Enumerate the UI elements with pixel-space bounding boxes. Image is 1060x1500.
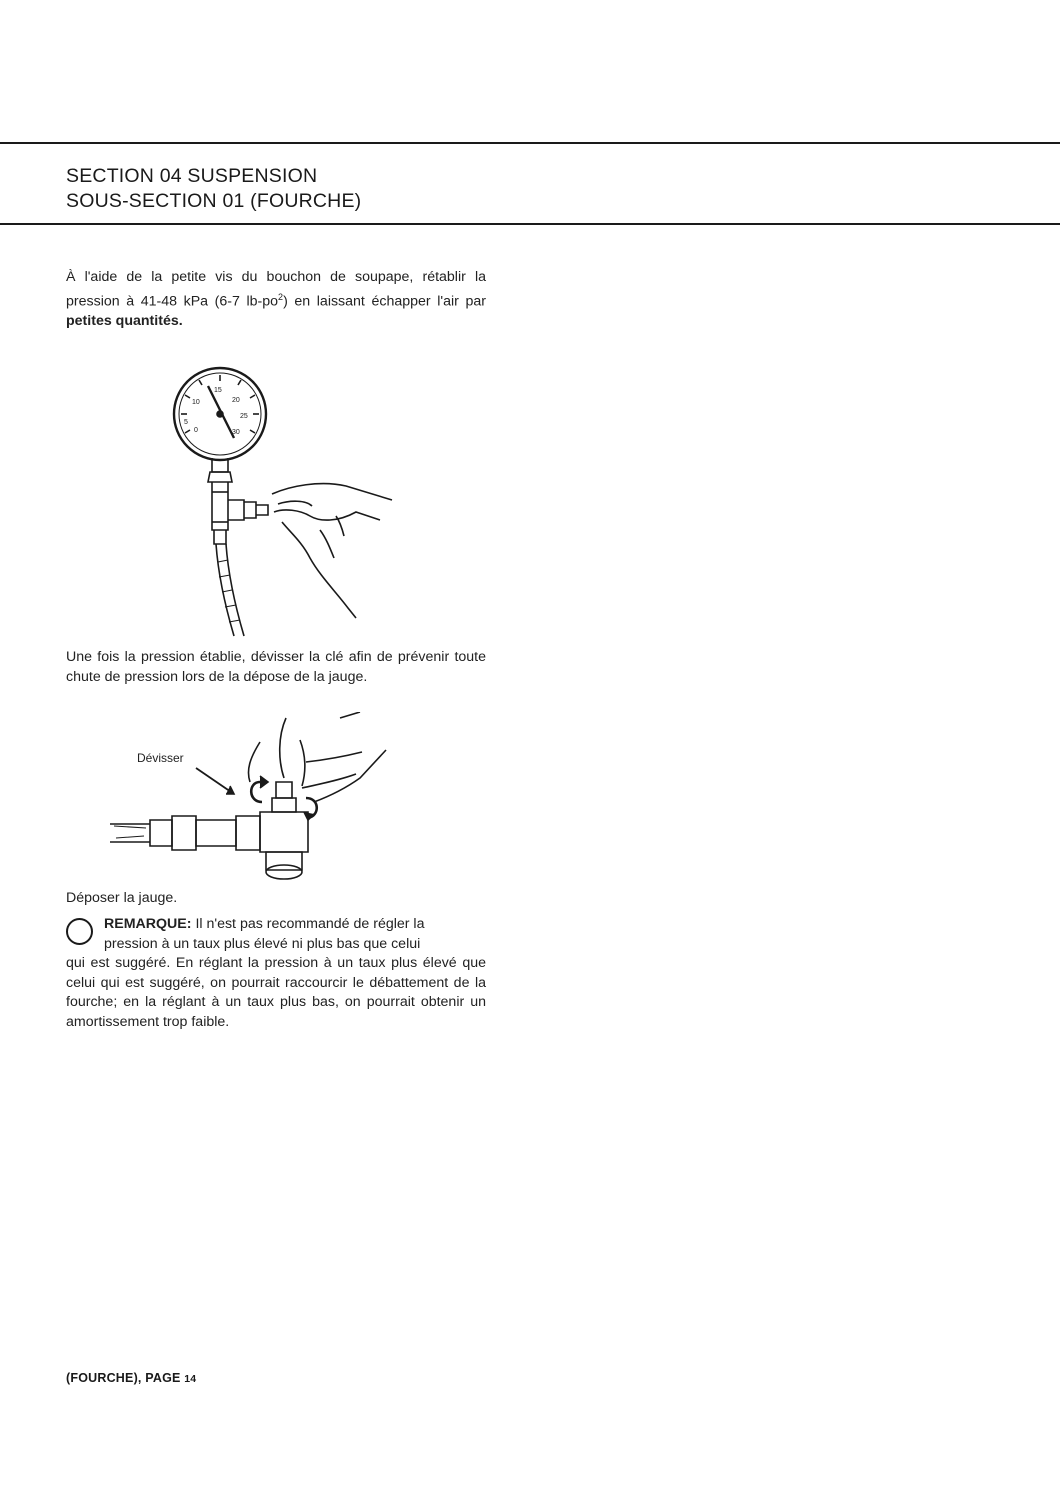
- page-footer: [66, 1371, 196, 1385]
- gauge-number-20: 20: [232, 397, 240, 404]
- unscrew-label: Dévisser: [137, 751, 184, 765]
- gauge-number-10: 10: [192, 399, 200, 406]
- header-top-rule: [0, 142, 1060, 144]
- gauge-number-0: 0: [194, 427, 198, 434]
- note-block: [66, 915, 486, 1032]
- page-header: [66, 164, 361, 214]
- paragraph1-superscript: 2: [278, 291, 284, 302]
- note-rest: qui est suggéré. En réglant la pression à un taux plus élevé que celui qui est suggéré, on pourrait raccourcir le débattement de la fourche; en la réglant à un taux plus bas, on pourrait obtenir un amortissement trop faible.: [66, 955, 486, 1030]
- header-bottom-rule: [0, 223, 1060, 225]
- footer-text: (FOURCHE), PAGE: [66, 1371, 185, 1385]
- gauge-number-5: 5: [184, 419, 188, 426]
- footer-page-number: 14: [184, 1373, 197, 1385]
- gauge-number-25: 25: [240, 413, 248, 420]
- paragraph1-text-b: ) en laissant échapper l'air par: [283, 293, 486, 310]
- gauge-number-30: 30: [232, 429, 240, 436]
- paragraph1-bold: petites quantités.: [66, 312, 183, 329]
- section-title: SECTION 04 SUSPENSION: [66, 165, 318, 187]
- note-line1: Il n'est pas recommandé de régler la: [191, 916, 425, 932]
- note-line2: pression à un taux plus élevé ni plus bas que celui: [104, 935, 421, 952]
- paragraph1-text-a: À l'aide de la petite vis du bouchon de soupape, rétablir la pression à 41-48 kPa (6-7 lb-po: [66, 269, 486, 310]
- note-label: REMARQUE:: [104, 916, 192, 932]
- unscrew-valve-figure: [110, 712, 410, 882]
- pressure-gauge-figure: [160, 362, 410, 642]
- note-circle-icon: [66, 918, 93, 945]
- subsection-title: SOUS-SECTION 01 (FOURCHE): [66, 190, 362, 212]
- paragraph-remove-gauge: Déposer la jauge.: [66, 890, 178, 906]
- paragraph-unscrew-instructions: Une fois la pression établie, dévisser la clé afin de prévenir toute chute de pression lors de la dépose de la jauge.: [66, 649, 486, 685]
- gauge-number-15: 15: [214, 387, 222, 394]
- paragraph-pressure-instructions: [66, 268, 486, 331]
